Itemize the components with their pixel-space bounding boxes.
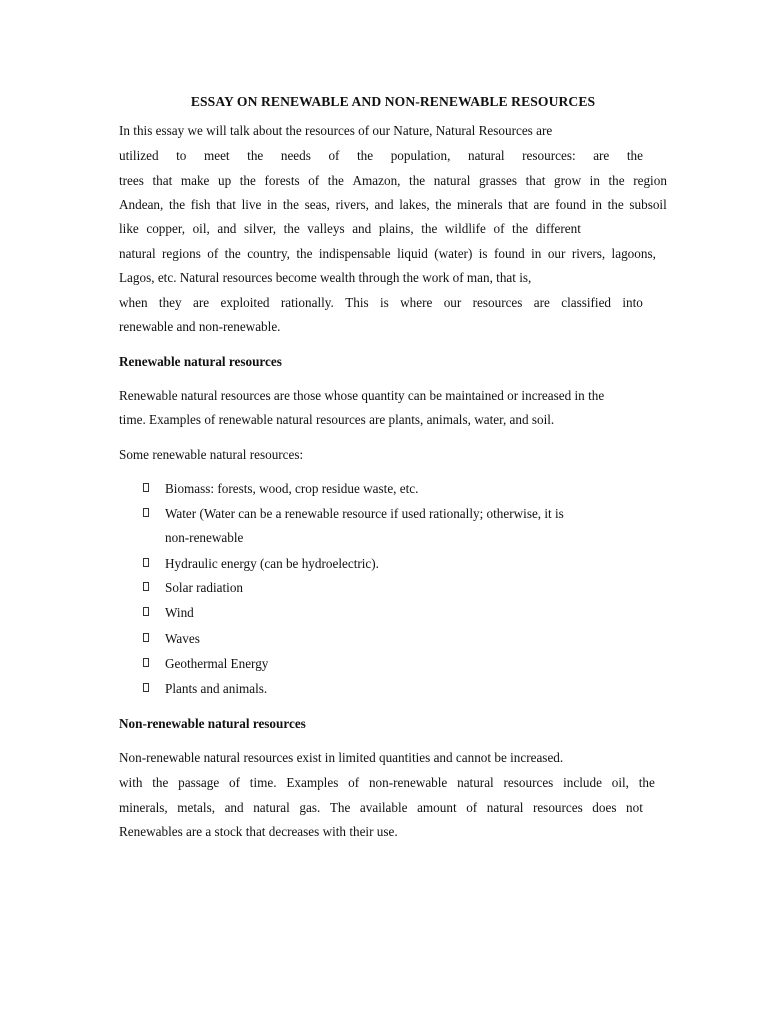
checkbox-bullet-icon (143, 658, 149, 667)
word: of (466, 800, 478, 815)
word: of (348, 775, 360, 790)
intro-line-2 (119, 146, 643, 166)
word: grow (553, 173, 582, 188)
word: when (119, 295, 148, 310)
renewable-heading: Renewable natural resources (119, 354, 282, 369)
nonrenewable-line-1: Non-renewable natural resources exist in limited quantities and cannot be increased. (119, 750, 564, 765)
word: and (374, 197, 394, 212)
word: rivers, (571, 246, 606, 261)
word: oil, (611, 775, 629, 790)
word: does (592, 800, 617, 815)
word: resources (472, 295, 523, 310)
word: are (192, 295, 210, 310)
word: region (633, 173, 667, 188)
word: Amazon, (352, 173, 401, 188)
word: the (512, 221, 529, 236)
word: regions (162, 246, 201, 261)
word: available (359, 800, 408, 815)
nonrenewable-line-2 (119, 773, 655, 793)
word: country, (247, 246, 290, 261)
word: liquid (397, 246, 428, 261)
word: with (119, 775, 143, 790)
word: live (241, 197, 262, 212)
word: subsoil (629, 197, 667, 212)
word: are (533, 295, 550, 310)
word: seas, (304, 197, 330, 212)
word: the (168, 197, 186, 212)
word: utilized (119, 148, 159, 163)
word: the (239, 173, 256, 188)
word: natural (457, 775, 494, 790)
word: in (591, 197, 602, 212)
word: wildlife (444, 221, 486, 236)
word: of (328, 148, 340, 163)
checkbox-bullet-icon (143, 607, 149, 616)
word: gas. (299, 800, 321, 815)
word: resources (532, 800, 583, 815)
word: the (626, 148, 643, 163)
word: where (400, 295, 433, 310)
word: population, (390, 148, 451, 163)
word: indispensable (318, 246, 391, 261)
word: and (217, 221, 237, 236)
word: the (409, 173, 426, 188)
word: oil, (192, 221, 210, 236)
word: the (608, 173, 625, 188)
word: natural (433, 173, 471, 188)
word: forests (264, 173, 300, 188)
word: The (329, 800, 351, 815)
checkbox-bullet-icon (143, 558, 149, 567)
word: found (555, 197, 587, 212)
word: the (435, 197, 452, 212)
word: passage (178, 775, 220, 790)
word: fish (190, 197, 211, 212)
word: silver, (243, 221, 277, 236)
word: the (421, 221, 438, 236)
word: up (217, 173, 232, 188)
word: is (478, 246, 488, 261)
word: natural (486, 800, 524, 815)
nonrenewable-heading: Non-renewable natural resources (119, 716, 306, 731)
word: meet (203, 148, 230, 163)
word: Examples (286, 775, 339, 790)
word: lakes, (399, 197, 430, 212)
word: the (152, 775, 169, 790)
word: that (216, 197, 236, 212)
word: the (296, 246, 313, 261)
intro-line-8 (119, 293, 643, 313)
word: rationally. (280, 295, 334, 310)
word: (water) (434, 246, 473, 261)
word: our (443, 295, 462, 310)
word: classified (561, 295, 612, 310)
nonrenewable-line-3 (119, 798, 643, 818)
word: minerals, (119, 800, 168, 815)
word: the (357, 148, 374, 163)
word: and (352, 221, 372, 236)
intro-line-1: In this essay we will talk about the resources of our Nature, Natural Resources are (119, 123, 553, 138)
word: our (547, 246, 566, 261)
word: natural (467, 148, 505, 163)
word: exploited (220, 295, 270, 310)
word: resources: (522, 148, 576, 163)
document-title: ESSAY ON RENEWABLE AND NON-RENEWABLE RESOURCES (190, 94, 596, 109)
word: the (224, 246, 241, 261)
renewable-paragraph-line-2: time. Examples of renewable natural resources are plants, animals, water, and soil. (119, 412, 555, 427)
word: lagoons, (611, 246, 656, 261)
word: non-renewable (368, 775, 448, 790)
word: of (308, 173, 320, 188)
word: grasses (478, 173, 518, 188)
word: of (228, 775, 240, 790)
word: to (176, 148, 187, 163)
word: the (247, 148, 264, 163)
word: minerals (457, 197, 503, 212)
word: the (283, 221, 300, 236)
word: that (152, 173, 173, 188)
word: natural (253, 800, 290, 815)
word: the (282, 197, 300, 212)
word: that (525, 173, 546, 188)
word: are (533, 197, 550, 212)
word: the (607, 197, 624, 212)
intro-line-9: renewable and non-renewable. (119, 319, 281, 334)
word: amount (417, 800, 457, 815)
word: make (180, 173, 210, 188)
intro-line-6 (119, 244, 656, 264)
word: time. (249, 775, 277, 790)
word: found (493, 246, 525, 261)
word: the (638, 775, 655, 790)
renewable-list-intro: Some renewable natural resources: (119, 447, 304, 462)
word: is (379, 295, 389, 310)
word: and (224, 800, 244, 815)
word: needs (280, 148, 311, 163)
word: include (563, 775, 602, 790)
word: rivers, (335, 197, 369, 212)
nonrenewable-line-4: Renewables are a stock that decreases with their use. (119, 824, 398, 839)
word: not (626, 800, 643, 815)
word: they (158, 295, 182, 310)
word: in (531, 246, 542, 261)
word: resources (503, 775, 554, 790)
word: in (266, 197, 278, 212)
intro-line-4 (119, 195, 667, 215)
word: metals, (177, 800, 216, 815)
word: the (327, 173, 344, 188)
checkbox-bullet-icon (143, 483, 149, 492)
intro-line-5 (119, 219, 581, 239)
intro-line-7: Lagos, etc. Natural resources become wealth through the work of man, that is, (119, 270, 532, 285)
word: This (345, 295, 369, 310)
word: that (508, 197, 528, 212)
word: of (207, 246, 219, 261)
renewable-paragraph-line-1: Renewable natural resources are those whose quantity can be maintained or increased in the (119, 388, 605, 403)
word: are (593, 148, 610, 163)
checkbox-bullet-icon (143, 508, 149, 517)
word: plains, (378, 221, 414, 236)
checkbox-bullet-icon (143, 633, 149, 642)
intro-line-3 (119, 171, 667, 191)
checkbox-bullet-icon (143, 683, 149, 692)
word: Andean, (119, 197, 164, 212)
checkbox-bullet-icon (143, 582, 149, 591)
word: into (622, 295, 643, 310)
word: like (119, 221, 139, 236)
word: natural (119, 246, 156, 261)
word: trees (119, 173, 144, 188)
word: of (493, 221, 505, 236)
word: different (535, 221, 581, 236)
word: copper, (146, 221, 185, 236)
word: valleys (307, 221, 345, 236)
word: in (589, 173, 600, 188)
